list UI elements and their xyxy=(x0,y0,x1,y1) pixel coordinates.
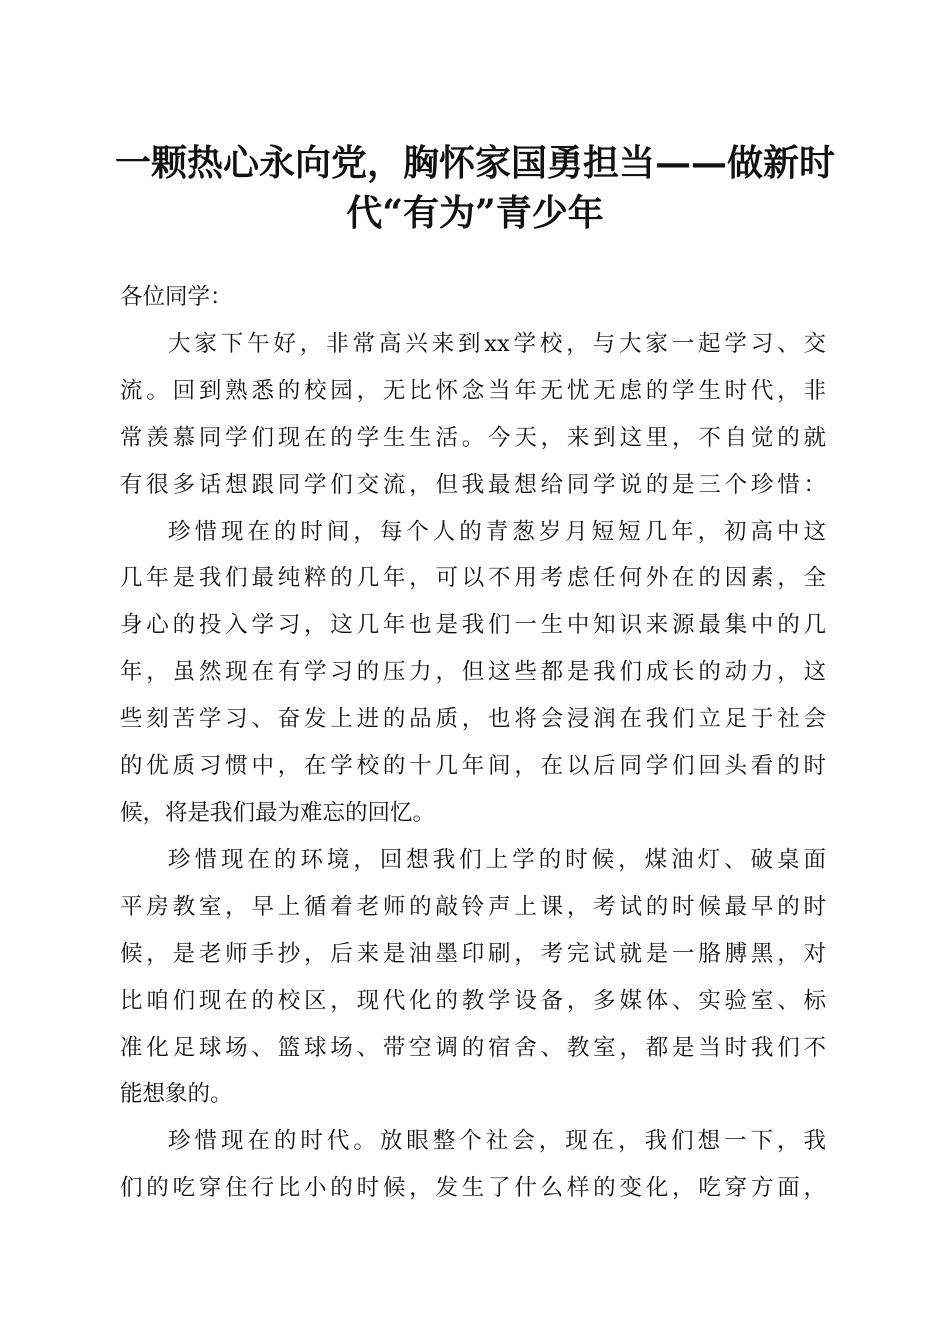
paragraph-line: 流。回到熟悉的校园，无比怀念当年无忧无虑的学生时代，非 xyxy=(120,377,826,404)
paragraph-line: 准化足球场、篮球场、带空调的宿舍、教室，都是当时我们不 xyxy=(120,1034,826,1061)
title-line-2: 代“有为”青少年 xyxy=(346,192,604,234)
paragraph-line: 常羡慕同学们现在的学生生活。今天，来到这里，不自觉的就 xyxy=(120,424,826,451)
paragraph-line: 候，是老师手抄，后来是油墨印刷，考完试就是一胳膊黑，对 xyxy=(120,940,826,967)
paragraph-3 xyxy=(120,837,826,1118)
paragraph-line: 珍惜现在的时代。放眼整个社会，现在，我们想一下，我 xyxy=(168,1128,826,1155)
paragraph-4 xyxy=(120,1118,826,1212)
paragraph-line: 珍惜现在的环境，回想我们上学的时候，煤油灯、破桌面 xyxy=(168,846,826,873)
paragraph-line: 几年是我们最纯粹的几年，可以不用考虑任何外在的因素，全 xyxy=(120,565,826,592)
paragraph-line: 年，虽然现在有学习的压力，但这些都是我们成长的动力，这 xyxy=(120,659,826,686)
paragraph-line: 的优质习惯中，在学校的十几年间，在以后同学们回头看的时 xyxy=(120,753,826,780)
paragraph-2 xyxy=(120,509,826,837)
paragraph-line: 平房教室，早上循着老师的敲铃声上课，考试的时候最早的时 xyxy=(120,893,826,920)
paragraph-line: 珍惜现在的时间，每个人的青葱岁月短短几年，初高中这 xyxy=(168,518,826,545)
paragraph-line: 候，将是我们最为难忘的回忆。 xyxy=(120,799,436,826)
paragraph-1 xyxy=(120,321,826,509)
salutation: 各位同学： xyxy=(120,284,233,310)
paragraph-line: 们的吃穿住行比小的时候，发生了什么样的变化，吃穿方面， xyxy=(120,1175,826,1202)
paragraph-line: 比咱们现在的校区，现代化的教学设备，多媒体、实验室、标 xyxy=(120,987,826,1014)
paragraph-line: 些刻苦学习、奋发上进的品质，也将会浸润在我们立足于社会 xyxy=(120,706,826,733)
title-line-1: 一颗热心永向党，胸怀家国勇担当——做新时 xyxy=(114,142,835,184)
document-body xyxy=(120,274,826,1212)
paragraph-line: 能想象的。 xyxy=(120,1081,233,1108)
paragraph-line: 身心的投入学习，这几年也是我们一生中知识来源最集中的几 xyxy=(120,612,826,639)
paragraph-line: 有很多话想跟同学们交流，但我最想给同学说的是三个珍惜： xyxy=(120,471,826,498)
paragraph-line: 大家下午好，非常高兴来到xx学校，与大家一起学习、交 xyxy=(168,330,826,357)
document-title xyxy=(110,138,840,238)
